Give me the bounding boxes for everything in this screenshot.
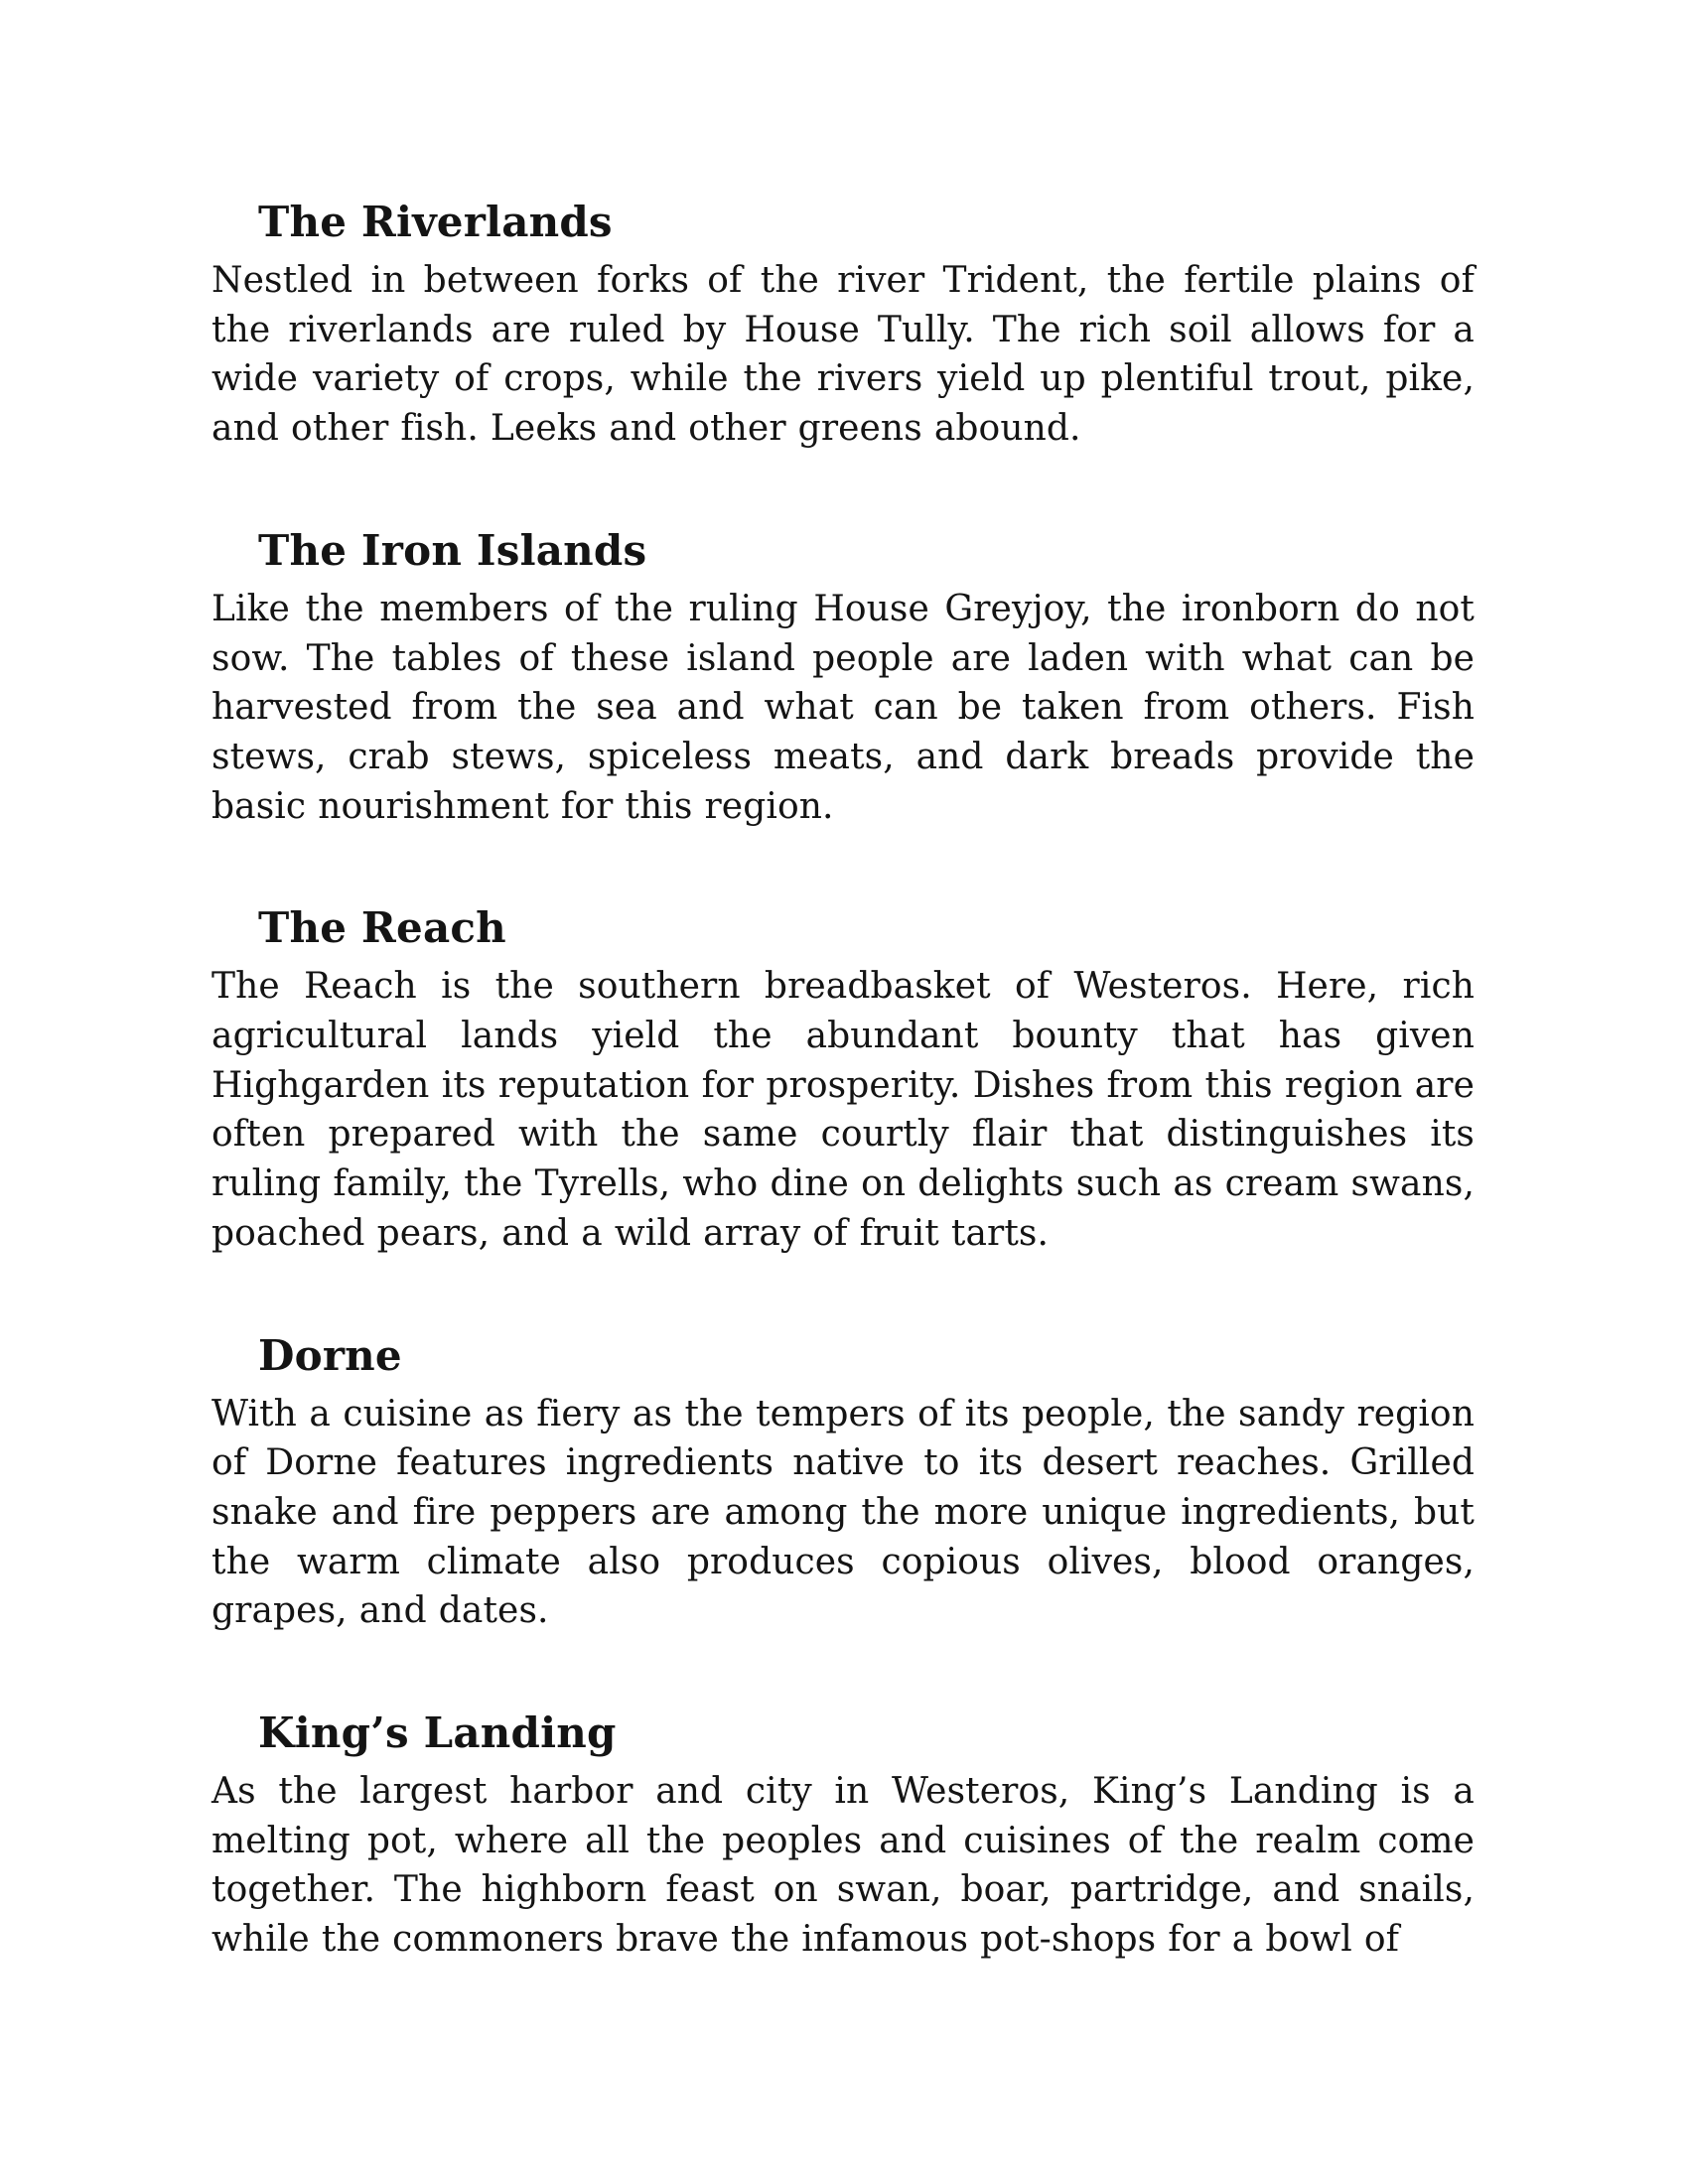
section-heading: Dorne: [258, 1330, 402, 1380]
section-heading: The Iron Islands: [258, 525, 647, 575]
section-heading: King’s Landing: [258, 1708, 617, 1758]
section-heading: The Riverlands: [258, 198, 613, 246]
section-body: With a cuisine as fiery as the tempers of its people, the sandy region of Dorne features ingredients native to its desert reaches. Grilled snake and fire peppers are among the more unique ingredients, but the warm climate also produces copious olives, blood oranges, grapes, and dates.: [211, 1393, 1475, 1632]
section-kings-landing: [211, 1706, 1475, 1965]
section-riverlands: [211, 195, 1475, 454]
section-body: Nestled in between forks of the river Trident, the fertile plains of the riverlands are ruled by House Tully. The rich soil allows for a wide variety of crops, while the rivers yield up plentiful trout, pike, and other fish. Leeks and other greens abound.: [211, 260, 1475, 450]
section-body: The Reach is the southern breadbasket of Westeros. Here, rich agricultural lands yield the abundant bounty that has given Highgarden its reputation for prosperity. Dishes from this region are often prepared with the same courtly flair that distinguishes its ruling family, the Tyrells, who dine on delights such as cream swans, poached pears, and a wild array of fruit tarts.: [211, 966, 1475, 1254]
section-iron-islands: [211, 523, 1475, 832]
section-body: Like the members of the ruling House Greyjoy, the ironborn do not sow. The tables of these island people are laden with what can be harvested from the sea and what can be taken from others. Fish stews, crab stews, spiceless meats, and dark breads provide the basic nourishment for this region.: [211, 588, 1475, 827]
section-reach: [211, 900, 1475, 1258]
section-body: As the largest harbor and city in Westeros, King’s Landing is a melting pot, where all the peoples and cuisines of the realm come together. The highborn feast on swan, boar, partridge, and snails, while the commoners brave the infamous pot-shops for a bowl of: [211, 1771, 1475, 1961]
document-page: [211, 195, 1475, 2034]
section-heading: The Reach: [258, 903, 506, 953]
section-dorne: [211, 1328, 1475, 1637]
